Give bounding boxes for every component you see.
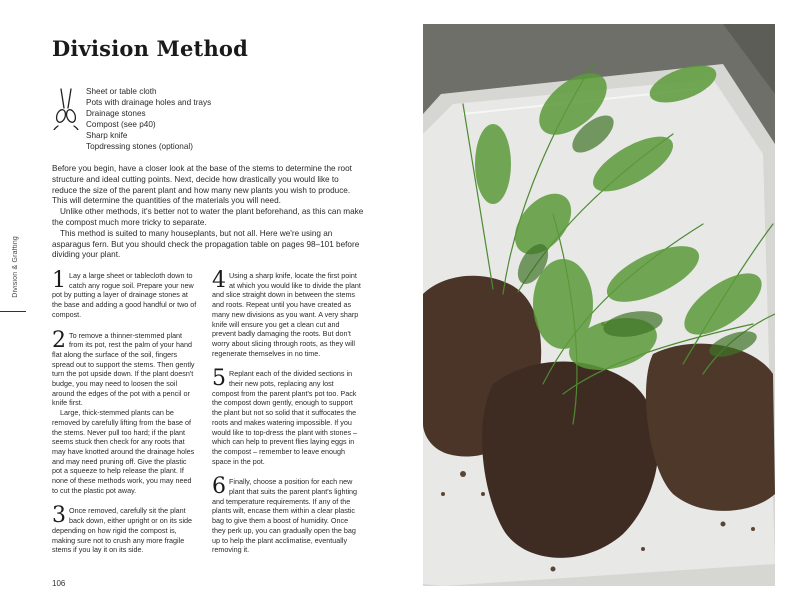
intro-text xyxy=(52,164,364,261)
intro-paragraph: This method is suited to many houseplants, but not all. Here we're using an asparagus fern. But you should check the propagation table on pages 98–101 before dividing your plant. xyxy=(52,228,360,260)
step-text: Replant each of the divided sections in their new pots, replacing any lost compost from the parent plant's pot too. Pack the compost down gently, enough to support the plant but not so solid that it suffocates the roots and makes watering impossible. If you would like to top-dress the plant with stones – which can help to prevent flies laying eggs in the compost – remember to leave enough space in the pot. xyxy=(212,369,358,466)
step-3 xyxy=(52,503,198,555)
section-side-tab: Division & Grafting xyxy=(12,236,19,298)
intro-paragraph: Unlike other methods, it's better not to water the plant beforehand, as this can make the compost much more tricky to separate. xyxy=(52,207,364,227)
materials-list xyxy=(86,87,211,152)
scissors-knife-icon xyxy=(52,86,80,130)
materials-item: Compost (see p40) xyxy=(86,119,156,129)
step-text: Lay a large sheet or tablecloth down to catch any rogue soil. Prepare your new pot by putting a layer of drainage stones at the base and adding a good handful or two of compost. xyxy=(52,271,197,319)
intro-paragraph: Before you begin, have a closer look at the base of the stems to determine the root structure and ideal cutting points. Next, decide how drastically you would like to reduce the size of the parent plant and how many new plants you wish to produce. This will determine the quantities of the materials you will need. xyxy=(52,164,352,206)
steps-column-right xyxy=(212,268,362,566)
photo-illustration xyxy=(423,24,775,586)
materials-item: Drainage stones xyxy=(86,108,146,118)
step-text: Once removed, carefully sit the plant back down, either upright or on its side depending on how rigid the compost is, making sure not to crush any more fragile stems if you lay it on its side. xyxy=(52,506,193,555)
step-5 xyxy=(212,366,362,466)
step-number: 5 xyxy=(212,366,226,392)
step-text: To remove a thinner-stemmed plant from its pot, rest the palm of your hand flat along the surface of the soil, fingers spread out to support the stems. Then gently turn the pot upside down. If the plant doesn't budge, you may need to loosen the soil around the edges of the pot with a pencil or knife first. xyxy=(52,330,195,408)
step-6 xyxy=(212,474,362,555)
page-number: 106 xyxy=(52,579,66,588)
step-text: Finally, choose a position for each new plant that suits the parent plant's lighting and temperature requirements. If any of the plants wilt, encase them within a clear plastic bag to give them a boost of humidity. Once they perk up, you can gradually open the bag up to help the plant acclimatise, eventually removing it. xyxy=(212,477,358,555)
step-1 xyxy=(52,268,198,320)
side-tab-rule xyxy=(0,311,26,312)
materials-item: Pots with drainage holes and trays xyxy=(86,97,212,107)
page-title: Division Method xyxy=(52,36,249,61)
plant-division-photo xyxy=(423,24,775,586)
step-2 xyxy=(52,327,198,496)
step-4 xyxy=(212,268,362,358)
step-text: Large, thick-stemmed plants can be removed by carefully lifting from the base of the stems. Never pull too hard; if the plant seems stuck then check for any roots that may have knotted around the drainage holes and may need pruning off. Give the plastic pot a squeeze to help release the plant. If none of these methods work, you may need to cut the plastic pot away. xyxy=(52,408,195,495)
steps-column-left xyxy=(52,268,198,566)
materials-item: Sheet or table cloth xyxy=(86,87,157,96)
step-text: Using a sharp knife, locate the first point at which you would like to divide the plant and slice straight down in between the stems and roots. Repeat until you have created as many new divisions as you want. A very sharp knife will ensure you get a clean cut and prevent badly damaging the roots. But don't worry about slicing through roots, as they will regenerate themselves in no time. xyxy=(212,271,361,358)
materials-item: Topdressing stones (optional) xyxy=(86,141,193,151)
materials-item: Sharp knife xyxy=(86,130,128,140)
step-number: 6 xyxy=(212,474,226,500)
step-number: 3 xyxy=(52,503,66,529)
step-number: 4 xyxy=(212,268,226,293)
step-number: 1 xyxy=(52,268,66,293)
step-number: 2 xyxy=(52,327,66,353)
